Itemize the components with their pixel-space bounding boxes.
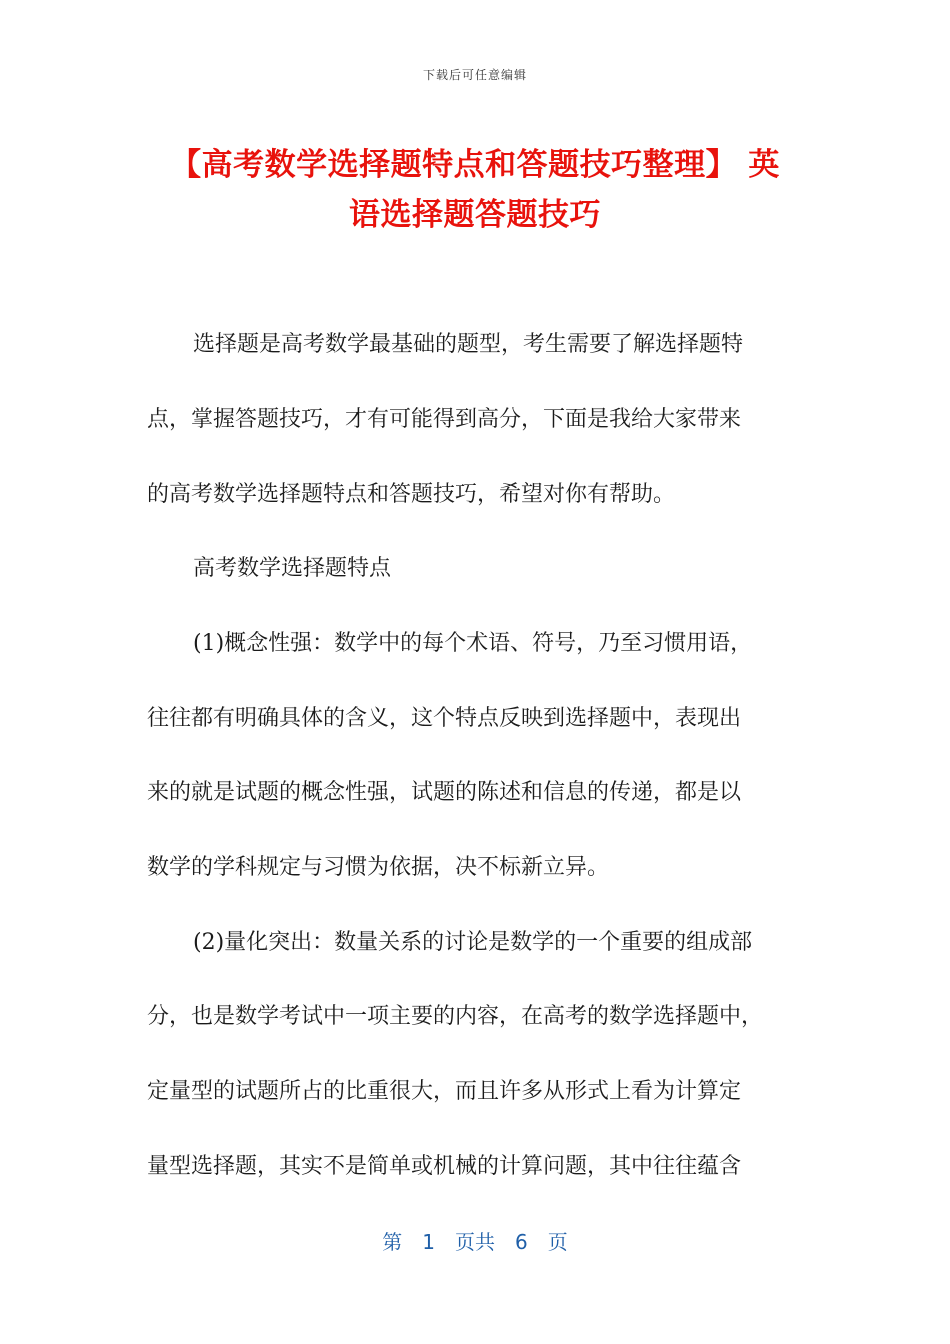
title-line-1: 【高考数学选择题特点和答题技巧整理】 英 bbox=[170, 147, 780, 183]
paragraph-line: 分，也是数学考试中一项主要的内容，在高考的数学选择题中， bbox=[147, 1004, 764, 1029]
paragraph-line: 往往都有明确具体的含义，这个特点反映到选择题中，表现出 bbox=[147, 706, 742, 731]
header-note: 下载后可任意编辑 bbox=[422, 68, 527, 82]
section-heading: 高考数学选择题特点 bbox=[193, 556, 392, 581]
paragraph-line: 定量型的试题所占的比重很大，而且许多从形式上看为计算定 bbox=[147, 1079, 742, 1104]
page-number-footer: 第 1 页共 6 页 bbox=[382, 1230, 568, 1254]
paragraph-line: 的高考数学选择题特点和答题技巧，希望对你有帮助。 bbox=[147, 482, 676, 507]
paragraph-line: 量型选择题，其实不是简单或机械的计算问题，其中往往蕴含 bbox=[147, 1154, 742, 1179]
document-title bbox=[140, 140, 810, 240]
paragraph-line: 点，掌握答题技巧，才有可能得到高分，下面是我给大家带来 bbox=[147, 407, 742, 432]
paragraph-line: (2)量化突出：数量关系的讨论是数学的一个重要的组成部 bbox=[193, 930, 753, 955]
paragraph-line: 来的就是试题的概念性强，试题的陈述和信息的传递，都是以 bbox=[147, 780, 742, 805]
paragraph-line: (1)概念性强：数学中的每个术语、符号，乃至习惯用语， bbox=[193, 631, 753, 656]
title-line-2: 语选择题答题技巧 bbox=[349, 197, 601, 233]
paragraph-line: 选择题是高考数学最基础的题型，考生需要了解选择题特 bbox=[193, 332, 744, 357]
paragraph-line: 数学的学科规定与习惯为依据，决不标新立异。 bbox=[147, 855, 610, 880]
